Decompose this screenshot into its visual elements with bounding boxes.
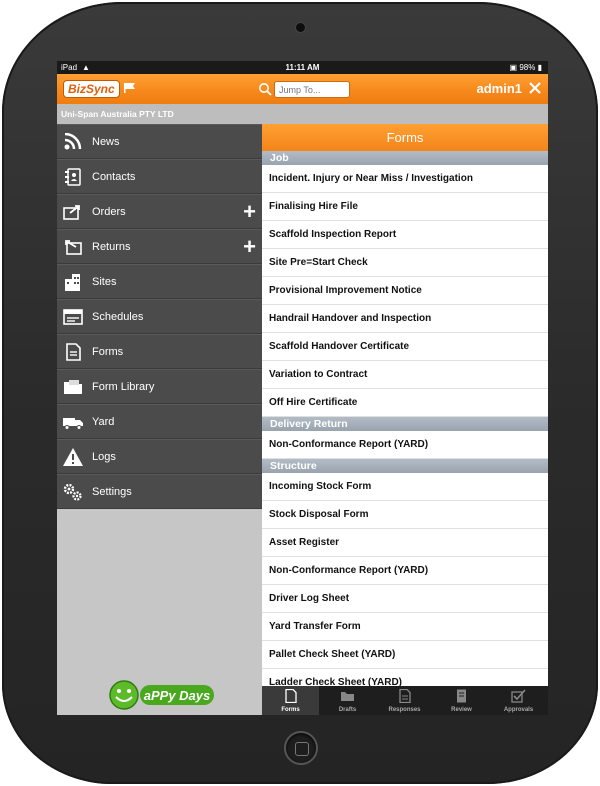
list-item[interactable]: Finalising Hire File — [262, 193, 548, 221]
page-title: Forms — [262, 124, 548, 151]
section-header-delivery-return: Delivery Return — [262, 417, 548, 431]
sidebar-item-label: Returns — [92, 241, 131, 253]
status-bar — [57, 61, 548, 74]
forms-list — [262, 151, 548, 686]
sidebar-item-label: Form Library — [92, 381, 155, 393]
clock: 11:11 AM — [285, 63, 320, 72]
list-item[interactable]: Pallet Check Sheet (YARD) — [262, 641, 548, 669]
checkbox-icon — [511, 689, 526, 703]
sidebar-item-returns[interactable] — [57, 229, 262, 264]
sidebar-item-label: Contacts — [92, 171, 136, 183]
tab-responses[interactable] — [376, 686, 433, 715]
document-icon — [63, 343, 83, 361]
schedule-icon — [63, 308, 83, 326]
camera-icon — [296, 23, 305, 32]
sidebar-item-sites[interactable] — [57, 264, 262, 299]
buildings-icon — [63, 273, 83, 291]
list-item[interactable]: Driver Log Sheet — [262, 585, 548, 613]
tab-label: Responses — [388, 707, 421, 713]
warning-icon — [63, 448, 83, 466]
sidebar-item-schedules[interactable] — [57, 299, 262, 334]
tab-approvals[interactable] — [490, 686, 547, 715]
list-item[interactable]: Provisional Improvement Notice — [262, 277, 548, 305]
list-item[interactable]: Scaffold Handover Certificate — [262, 333, 548, 361]
list-item[interactable]: Non-Conformance Report (YARD) — [262, 557, 548, 585]
sidebar-item-logs[interactable] — [57, 439, 262, 474]
tab-label: Drafts — [338, 707, 357, 713]
list-item[interactable]: Site Pre=Start Check — [262, 249, 548, 277]
sidebar — [57, 124, 262, 715]
tab-forms[interactable] — [262, 686, 319, 715]
tab-drafts[interactable] — [319, 686, 376, 715]
sidebar-item-yard[interactable] — [57, 404, 262, 439]
list-item[interactable]: Variation to Contract — [262, 361, 548, 389]
sidebar-item-label: Forms — [92, 346, 124, 358]
list-item[interactable]: Handrail Handover and Inspection — [262, 305, 548, 333]
list-item[interactable]: Stock Disposal Form — [262, 501, 548, 529]
sidebar-item-form-library[interactable] — [57, 369, 262, 404]
contacts-icon — [63, 168, 83, 186]
wifi-icon: ▲ — [82, 63, 90, 72]
list-item[interactable]: Ladder Check Sheet (YARD) — [262, 669, 548, 686]
sidebar-item-contacts[interactable] — [57, 159, 262, 194]
appy-days-logo — [107, 678, 217, 712]
company-name: Uni-Span Australia PTY LTD — [57, 104, 548, 124]
list-item[interactable]: Incident. Injury or Near Miss / Investigation — [262, 165, 548, 193]
list-item[interactable]: Off Hire Certificate — [262, 389, 548, 417]
sidebar-item-label: Sites — [92, 276, 117, 288]
sidebar-item-news[interactable] — [57, 124, 262, 159]
search-icon[interactable] — [258, 82, 272, 96]
list-item[interactable]: Incoming Stock Form — [262, 473, 548, 501]
flag-icon[interactable] — [124, 83, 136, 93]
jump-to-input[interactable] — [274, 81, 350, 98]
forms-panel — [262, 124, 548, 715]
tab-bar — [262, 686, 548, 715]
sidebar-item-settings[interactable] — [57, 474, 262, 509]
home-button[interactable] — [284, 731, 318, 765]
document-icon — [397, 689, 412, 703]
tab-review[interactable] — [433, 686, 490, 715]
list-item[interactable]: Scaffold Inspection Report — [262, 221, 548, 249]
section-header-structure: Structure — [262, 459, 548, 473]
sidebar-item-label: Schedules — [92, 311, 144, 323]
tab-label: Review — [451, 707, 472, 713]
app-header — [57, 74, 548, 104]
rss-icon — [63, 133, 83, 151]
battery-icon: ▮ — [537, 63, 542, 72]
sidebar-item-label: Orders — [92, 206, 126, 218]
sidebar-item-label: Logs — [92, 451, 116, 463]
review-icon — [454, 689, 469, 703]
sidebar-item-label: Yard — [92, 416, 115, 428]
lock-rotation-icon: ▣ — [509, 63, 518, 72]
list-item[interactable]: Non-Conformance Report (YARD) — [262, 431, 548, 459]
brand-text: aPPy Days — [143, 688, 211, 703]
sidebar-item-label: Settings — [92, 486, 132, 498]
close-icon[interactable] — [528, 81, 542, 95]
sidebar-item-orders[interactable] — [57, 194, 262, 229]
folder-icon — [63, 378, 83, 396]
add-order-button[interactable]: + — [243, 199, 256, 224]
orders-icon — [63, 203, 83, 221]
sidebar-item-forms[interactable] — [57, 334, 262, 369]
tab-label: Forms — [281, 707, 300, 713]
user-menu[interactable]: admin1 — [476, 81, 522, 96]
tab-label: Approvals — [503, 707, 534, 713]
app-logo[interactable]: BizSync — [63, 80, 120, 98]
screen — [57, 61, 548, 715]
section-header-job: Job — [262, 151, 548, 165]
gears-icon — [63, 483, 83, 501]
returns-icon — [63, 238, 83, 256]
truck-icon — [63, 413, 83, 431]
battery-indicator — [510, 61, 542, 74]
list-item[interactable]: Yard Transfer Form — [262, 613, 548, 641]
battery-percent: 98% — [519, 63, 536, 72]
folder-icon — [340, 689, 355, 703]
carrier-label: iPad — [61, 63, 78, 72]
sidebar-item-label: News — [92, 136, 120, 148]
form-icon — [283, 689, 298, 703]
add-return-button[interactable]: + — [243, 234, 256, 259]
list-item[interactable]: Asset Register — [262, 529, 548, 557]
